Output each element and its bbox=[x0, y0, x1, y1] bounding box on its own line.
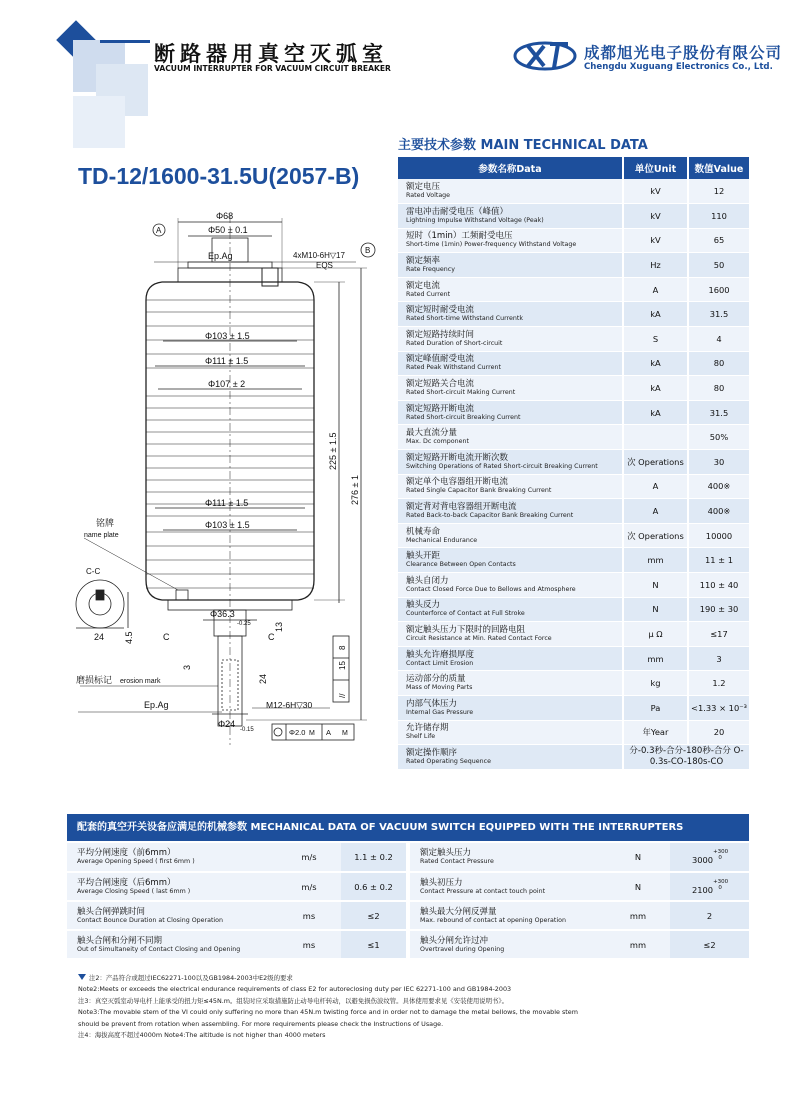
mech-unit: m/s bbox=[277, 872, 341, 901]
spec-row bbox=[398, 548, 749, 573]
spec-row bbox=[398, 695, 749, 720]
param-en: Rated Short-circuit Breaking Current bbox=[406, 413, 521, 421]
mech-value: ≤1 bbox=[367, 939, 380, 950]
value-cell: 65 bbox=[688, 228, 749, 253]
param-en: Rated Voltage bbox=[406, 192, 451, 200]
param-cn: 额定短路开断电流开断次数 bbox=[406, 452, 509, 463]
spec-row bbox=[398, 523, 749, 548]
dim-phi111-top: Φ111 ± 1.5 bbox=[205, 356, 249, 366]
mech-row bbox=[410, 843, 749, 872]
unit-cell: A bbox=[623, 277, 688, 302]
spec-row bbox=[398, 474, 749, 499]
param-cell bbox=[398, 548, 623, 573]
mech-value-cell bbox=[670, 901, 749, 930]
param-cell bbox=[398, 425, 623, 450]
tol-parallel: // bbox=[338, 693, 347, 698]
main-data-body bbox=[398, 179, 749, 769]
mech-value: 0.6 ± 0.2 bbox=[354, 881, 393, 892]
spec-row bbox=[398, 622, 749, 647]
mech-param-en: Max. rebound of contact at opening Operation bbox=[420, 916, 566, 924]
label-eqs: EQS bbox=[316, 261, 333, 270]
mech-unit: N bbox=[606, 843, 670, 872]
header-decor bbox=[0, 0, 150, 150]
label-nameplate-en: name plate bbox=[84, 532, 119, 539]
mech-row bbox=[67, 930, 406, 959]
label-c-left: C bbox=[163, 632, 170, 642]
dim-phi24: Φ24 bbox=[218, 719, 236, 729]
notes bbox=[78, 973, 758, 1041]
param-cn: 触头自闭力 bbox=[406, 575, 449, 586]
unit-cell: kV bbox=[623, 179, 688, 204]
param-cn: 额定单个电容器组开断电流 bbox=[406, 477, 509, 488]
spec-row bbox=[398, 720, 749, 745]
mech-unit: mm bbox=[606, 930, 670, 959]
param-en: Rate Frequency bbox=[406, 266, 455, 274]
dim-phi36-tol: -0.25 bbox=[237, 621, 251, 627]
mech-tolerance: +300 0 bbox=[713, 849, 729, 861]
param-cell bbox=[398, 671, 623, 696]
param-cn: 额定背对背电容器组开断电流 bbox=[406, 502, 517, 513]
param-cell bbox=[398, 376, 623, 401]
param-cn: 雷电冲击耐受电压（峰值） bbox=[406, 206, 509, 217]
mech-unit: N bbox=[606, 872, 670, 901]
header-title-cn: 断路器用真空灭弧室 bbox=[154, 42, 388, 66]
dim-phi36: Φ36.3 bbox=[210, 609, 235, 619]
value-cell: 1600 bbox=[688, 277, 749, 302]
spec-row bbox=[398, 745, 749, 770]
param-en: Rated Short-time Withstand Currentk bbox=[406, 315, 524, 323]
spec-row bbox=[398, 499, 749, 524]
spec-row bbox=[398, 646, 749, 671]
mech-param-cn: 触头合闸弹跳时间 bbox=[77, 906, 146, 917]
spec-row bbox=[398, 425, 749, 450]
param-cell bbox=[398, 646, 623, 671]
dim-w45: 4.5 bbox=[124, 631, 134, 644]
spec-row bbox=[398, 671, 749, 696]
param-en: Contact Closed Force Due to Bellows and Atmosphere bbox=[406, 585, 576, 593]
unit-cell: 年Year bbox=[623, 720, 688, 745]
param-en: Clearance Between Open Contacts bbox=[406, 561, 516, 569]
mech-param bbox=[410, 901, 606, 930]
unit-cell: μ Ω bbox=[623, 622, 688, 647]
unit-cell: kA bbox=[623, 302, 688, 327]
unit-cell: Hz bbox=[623, 253, 688, 278]
mech-param-en: Overtravel during Opening bbox=[420, 945, 505, 953]
param-en: Rated Single Capacitor Bank Breaking Current bbox=[406, 487, 552, 495]
value-cell: 400※ bbox=[688, 474, 749, 499]
note-line: Note2:Meets or exceeds the electrical endurance requirements of class E2 for autoreclosing duty per IEC 62271-100 and GB1984-2003 bbox=[78, 985, 512, 994]
mech-value-cell bbox=[341, 872, 406, 901]
decor-line bbox=[100, 40, 150, 43]
unit-cell: A bbox=[623, 499, 688, 524]
mech-value-cell bbox=[341, 930, 406, 959]
mech-param-en: Average Opening Speed ( first 6mm ) bbox=[77, 858, 195, 865]
value-cell: 50% bbox=[688, 425, 749, 450]
note-line: 注3：真空灭弧室动导电杆上能承受的扭力矩≤45N.m。组装时应采取措施防止动导电杆转动，以避免损伤波纹管。具体使用要求见《安装使用说明书》。 bbox=[78, 996, 508, 1005]
value-cell: 400※ bbox=[688, 499, 749, 524]
mech-value-cell bbox=[670, 872, 749, 901]
unit-cell: kA bbox=[623, 400, 688, 425]
param-en: Circuit Resistance at Min. Rated Contact Force bbox=[406, 634, 552, 642]
mech-param-cn: 平均合闸速度（后6mm） bbox=[77, 877, 176, 888]
spec-row bbox=[398, 253, 749, 278]
value-cell: 31.5 bbox=[688, 302, 749, 327]
param-cell bbox=[398, 253, 623, 278]
unit-cell: 次 Operations bbox=[623, 523, 688, 548]
param-cell bbox=[398, 720, 623, 745]
label-epag-bottom: Ep.Ag bbox=[144, 700, 169, 710]
spec-row bbox=[398, 573, 749, 598]
mech-param bbox=[410, 843, 606, 872]
spec-row bbox=[398, 327, 749, 352]
value-cell: 50 bbox=[688, 253, 749, 278]
spec-row bbox=[398, 277, 749, 302]
param-en: Max. Dc component bbox=[406, 438, 469, 446]
unit-cell: 次 Operations bbox=[623, 450, 688, 475]
dim-phi103-top: Φ103 ± 1.5 bbox=[205, 331, 250, 341]
param-en: Contact Limit Erosion bbox=[406, 659, 474, 667]
mech-value: 1.1 ± 0.2 bbox=[354, 852, 393, 862]
mech-unit: ms bbox=[277, 901, 341, 930]
mech-param bbox=[67, 901, 277, 930]
mech-unit: ms bbox=[277, 930, 341, 959]
mech-unit: mm bbox=[606, 901, 670, 930]
value-cell: ≤17 bbox=[688, 622, 749, 647]
dim-phi103-bottom: Φ103 ± 1.5 bbox=[205, 520, 250, 530]
param-en: Rated Short-circuit Making Current bbox=[406, 389, 516, 397]
param-cell bbox=[398, 228, 623, 253]
label-c-right: C bbox=[268, 632, 275, 642]
unit-cell: kA bbox=[623, 351, 688, 376]
param-cn: 短时（1min）工频耐受电压 bbox=[406, 231, 513, 242]
param-en: Lightning Impulse Withstand Voltage (Peak) bbox=[406, 216, 544, 224]
param-cn: 额定短路开断电流 bbox=[406, 403, 475, 414]
dim-w24: 24 bbox=[94, 632, 105, 642]
note-line: Note3:The movable stem of the VI could only suffering no more than 45N.m twisting force and in order not to damage the metal bellows, the movable stem bbox=[78, 1008, 578, 1017]
param-cn: 额定频率 bbox=[406, 256, 441, 267]
value-cell: 3 bbox=[688, 646, 749, 671]
param-en: Short-time (1min) Power-frequency Withstand Voltage bbox=[406, 241, 577, 249]
dim-24: 24 bbox=[258, 673, 268, 684]
header-param: 参数名称Data bbox=[398, 157, 623, 179]
param-cell bbox=[398, 450, 623, 475]
spec-row bbox=[398, 228, 749, 253]
mech-value: ≤2 bbox=[367, 910, 380, 921]
mech-param-cn: 触头最大分闸反弹量 bbox=[420, 906, 497, 917]
mech-value-cell bbox=[341, 901, 406, 930]
spec-row bbox=[398, 351, 749, 376]
value-cell: 110 ± 40 bbox=[688, 573, 749, 598]
unit-cell: kA bbox=[623, 376, 688, 401]
param-en: Counterforce of Contact at Full Stroke bbox=[406, 610, 525, 618]
header-unit: 单位Unit bbox=[623, 157, 688, 179]
mech-value: 3000 bbox=[691, 855, 714, 865]
param-cn: 内部气体压力 bbox=[406, 698, 458, 709]
note-line: 注4：海拔高度不超过4000m Note4:The altitude is not higher than 4000 meters bbox=[78, 1031, 326, 1040]
mech-param-en: Contact Pressure at contact touch point bbox=[420, 887, 546, 895]
param-cell bbox=[398, 573, 623, 598]
mech-value: ≤2 bbox=[703, 939, 716, 950]
value-cell: 80 bbox=[688, 351, 749, 376]
mech-param bbox=[410, 930, 606, 959]
label-thread-bottom: M12-6H▽30 bbox=[266, 700, 313, 710]
mech-value-cell bbox=[341, 843, 406, 872]
company-name-en: Chengdu Xuguang Electronics Co., Ltd. bbox=[584, 62, 773, 72]
param-en: Shelf Life bbox=[406, 733, 436, 741]
label-section-cc: C-C bbox=[86, 567, 101, 576]
param-cn: 额定触头压力下限时的回路电阻 bbox=[406, 624, 526, 635]
param-cell bbox=[398, 327, 623, 352]
note-marker-icon bbox=[78, 974, 86, 980]
param-en: Rated Back-to-back Capacitor Bank Breaking Current bbox=[406, 512, 574, 520]
dim-phi68: Φ68 bbox=[216, 211, 234, 221]
param-cell bbox=[398, 523, 623, 548]
tol-frame-value: Φ2.0 bbox=[289, 728, 306, 737]
decor-square-3 bbox=[73, 96, 125, 148]
operating-sequence: 分-0.3秒-合分-180秒-合分 O-0.3s-CO-180s-CO bbox=[623, 745, 749, 770]
unit-cell: S bbox=[623, 327, 688, 352]
mech-param-cn: 平均分闸速度（前6mm） bbox=[77, 848, 176, 858]
mech-param bbox=[67, 930, 277, 959]
mech-param-cn: 额定触头压力 bbox=[420, 848, 472, 858]
param-cn: 运动部分的质量 bbox=[406, 674, 466, 685]
mech-row bbox=[67, 843, 406, 872]
param-en: Rated Duration of Short-circuit bbox=[406, 339, 503, 347]
mech-tolerance: +300 0 bbox=[713, 878, 729, 891]
param-cn: 额定峰值耐受电流 bbox=[406, 354, 475, 365]
mech-value-cell bbox=[670, 843, 749, 872]
param-cell bbox=[398, 499, 623, 524]
dim-3: 3 bbox=[182, 664, 192, 670]
mech-table-left bbox=[67, 843, 406, 960]
value-cell: 12 bbox=[688, 179, 749, 204]
dim-15: 15 bbox=[338, 661, 347, 670]
mech-unit: m/s bbox=[277, 843, 341, 872]
param-cn: 额定短路关合电流 bbox=[406, 379, 475, 390]
label-thread-top: 4xM10-6H▽17 bbox=[293, 251, 345, 260]
value-cell: 4 bbox=[688, 327, 749, 352]
spec-row bbox=[398, 179, 749, 204]
mech-param-cn: 触头合闸和分闸不同期 bbox=[77, 935, 163, 946]
param-en: Switching Operations of Rated Short-circuit Breaking Current bbox=[406, 462, 598, 470]
dim-phi111-bottom: Φ111 ± 1.5 bbox=[205, 498, 249, 508]
mech-value: 2100 bbox=[691, 884, 714, 895]
param-en: Internal Gas Pressure bbox=[406, 708, 474, 716]
technical-drawing bbox=[60, 205, 390, 765]
spec-row bbox=[398, 302, 749, 327]
param-cn: 额定短路持续时间 bbox=[406, 329, 475, 340]
spec-row bbox=[398, 597, 749, 622]
unit-cell: N bbox=[623, 597, 688, 622]
model-number: TD-12/1600-31.5U(2057-B) bbox=[78, 163, 360, 189]
label-nameplate-cn: 铭牌 bbox=[96, 518, 115, 528]
param-cell bbox=[398, 179, 623, 204]
param-cn: 触头反力 bbox=[406, 600, 441, 611]
unit-cell: kg bbox=[623, 671, 688, 696]
main-data-table bbox=[398, 157, 749, 770]
value-cell: 10000 bbox=[688, 523, 749, 548]
company-logo bbox=[510, 36, 580, 76]
dim-8: 8 bbox=[338, 645, 347, 650]
mech-param bbox=[410, 872, 606, 901]
unit-cell: mm bbox=[623, 548, 688, 573]
dim-phi107: Φ107 ± 2 bbox=[208, 379, 246, 389]
tol-frame-datum-a: A bbox=[326, 728, 332, 737]
mech-param bbox=[67, 872, 277, 901]
param-cn: 触头开距 bbox=[406, 551, 441, 562]
mech-row bbox=[67, 872, 406, 901]
param-cell bbox=[398, 204, 623, 229]
datum-a: A bbox=[156, 226, 162, 235]
mech-value-cell bbox=[670, 930, 749, 959]
param-cell bbox=[398, 277, 623, 302]
param-cell bbox=[398, 351, 623, 376]
spec-row bbox=[398, 400, 749, 425]
param-cn: 允许储存期 bbox=[406, 723, 449, 734]
param-cell bbox=[398, 622, 623, 647]
mech-param-en: Contact Bounce Duration at Closing Operation bbox=[77, 916, 224, 924]
unit-cell bbox=[623, 425, 688, 450]
mech-param-en: Average Closing Speed ( last 6mm ) bbox=[77, 887, 191, 895]
dim-h225: 225 ± 1.5 bbox=[328, 432, 338, 470]
label-epag-top: Ep.Ag bbox=[208, 251, 233, 261]
value-cell: 110 bbox=[688, 204, 749, 229]
unit-cell: kV bbox=[623, 204, 688, 229]
param-cell bbox=[398, 745, 623, 770]
value-cell: 11 ± 1 bbox=[688, 548, 749, 573]
param-en: Rated Operating Sequence bbox=[406, 757, 491, 765]
tol-frame-m2: M bbox=[342, 730, 348, 737]
param-cell bbox=[398, 400, 623, 425]
param-cn: 最大直流分量 bbox=[406, 428, 458, 439]
unit-cell: N bbox=[623, 573, 688, 598]
datum-b: B bbox=[365, 246, 371, 255]
spec-row bbox=[398, 450, 749, 475]
param-cn: 额定操作顺序 bbox=[406, 747, 458, 758]
dim-phi24-tol: -0.15 bbox=[240, 727, 254, 733]
spec-row bbox=[398, 204, 749, 229]
param-cn: 额定电压 bbox=[406, 182, 441, 193]
param-cell bbox=[398, 597, 623, 622]
dim-h276: 276 ± 1 bbox=[350, 475, 360, 505]
value-cell: 20 bbox=[688, 720, 749, 745]
mech-row bbox=[410, 901, 749, 930]
value-cell: 30 bbox=[688, 450, 749, 475]
mech-param bbox=[67, 843, 277, 872]
mech-data-title: 配套的真空开关设备应满足的机械参数 MECHANICAL DATA OF VACUUM SWITCH EQUIPPED WITH THE INTERRUPTERS bbox=[67, 814, 749, 841]
note-line: 注2：产品符合或超过IEC62271-100以及GB1984-2003中E2级的要求 bbox=[78, 973, 758, 984]
mech-row bbox=[410, 872, 749, 901]
main-data-title: 主要技术参数 MAIN TECHNICAL DATA bbox=[398, 138, 648, 153]
param-cn: 机械寿命 bbox=[406, 526, 441, 537]
dim-phi50: Φ50 ± 0.1 bbox=[208, 225, 248, 235]
spec-row bbox=[398, 376, 749, 401]
unit-cell: mm bbox=[623, 646, 688, 671]
param-cn: 额定短时耐受电流 bbox=[406, 305, 475, 316]
value-cell: 31.5 bbox=[688, 400, 749, 425]
param-cn: 触头允许磨损厚度 bbox=[406, 649, 475, 660]
value-cell: <1.33 × 10⁻³ bbox=[688, 695, 749, 720]
mech-table-right bbox=[410, 843, 749, 960]
value-cell: 190 ± 30 bbox=[688, 597, 749, 622]
mech-param-cn: 触头分闸允许过冲 bbox=[420, 935, 489, 946]
param-cell bbox=[398, 302, 623, 327]
unit-cell: kV bbox=[623, 228, 688, 253]
param-cell bbox=[398, 474, 623, 499]
value-cell: 1.2 bbox=[688, 671, 749, 696]
tol-frame-m1: M bbox=[309, 730, 315, 737]
value-cell: 80 bbox=[688, 376, 749, 401]
mech-value: 2 bbox=[706, 910, 713, 921]
note-line: should be prevent from rotation when assembling. For more requirements please check the Instructions of Usage. bbox=[78, 1019, 444, 1028]
param-cell bbox=[398, 695, 623, 720]
param-en: Rated Current bbox=[406, 290, 451, 298]
header-value: 数值Value bbox=[688, 157, 749, 179]
mech-row bbox=[410, 930, 749, 959]
mech-row bbox=[67, 901, 406, 930]
unit-cell: Pa bbox=[623, 695, 688, 720]
company-name-cn: 成都旭光电子股份有限公司 bbox=[584, 44, 783, 62]
header-title-en: VACUUM INTERRUPTER FOR VACUUM CIRCUIT BREAKER bbox=[154, 64, 391, 73]
mech-param-en: Out of Simultaneity of Contact Closing and Opening bbox=[77, 945, 241, 953]
param-en: Mass of Moving Parts bbox=[406, 684, 473, 692]
dim-h13: 13 bbox=[274, 621, 284, 632]
mech-param-en: Rated Contact Pressure bbox=[420, 858, 494, 865]
label-erosion-en: erosion mark bbox=[120, 678, 161, 685]
mech-param-cn: 触头初压力 bbox=[420, 877, 463, 888]
label-erosion-cn: 磨损标记 bbox=[76, 675, 113, 685]
param-cn: 额定电流 bbox=[406, 280, 441, 291]
param-en: Rated Peak Withstand Current bbox=[406, 364, 501, 372]
param-en: Mechanical Endurance bbox=[406, 536, 478, 544]
unit-cell: A bbox=[623, 474, 688, 499]
